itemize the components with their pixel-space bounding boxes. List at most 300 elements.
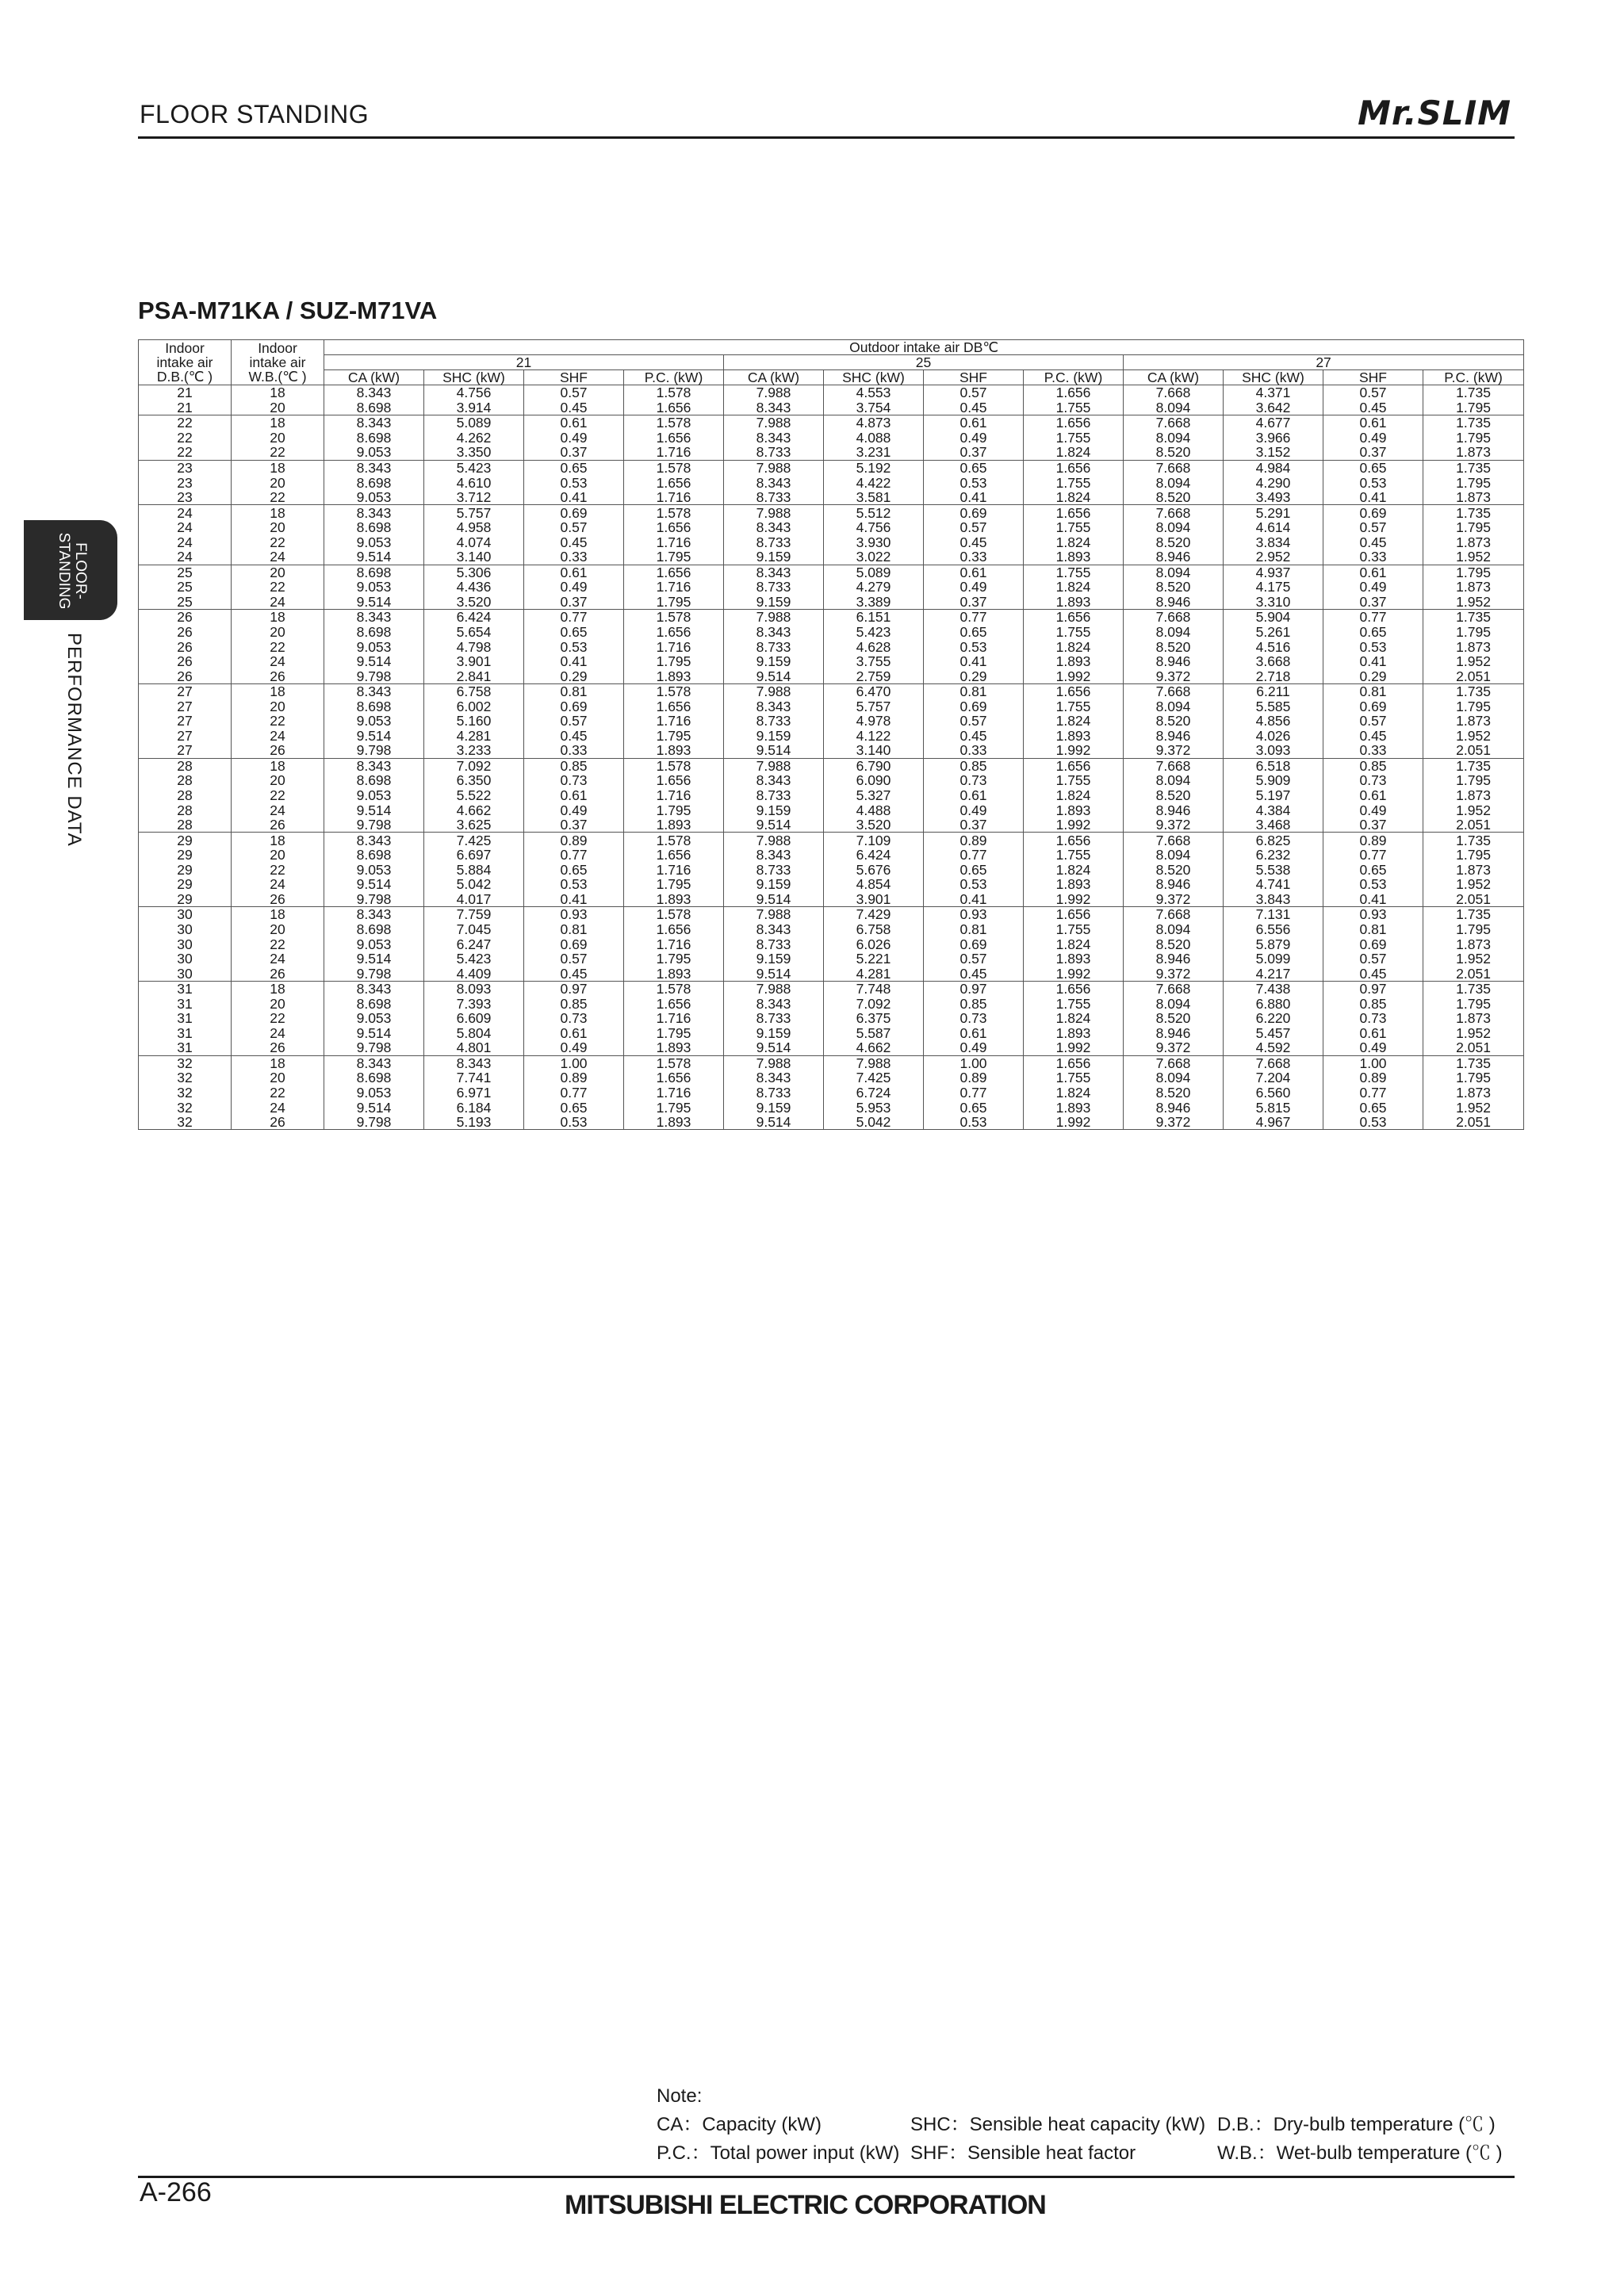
- table-cell: 0.57: [524, 385, 624, 400]
- table-cell: 4.281: [424, 729, 524, 744]
- table-cell: 3.350: [424, 445, 524, 460]
- table-cell: 1.656: [624, 625, 724, 640]
- table-cell: 5.261: [1224, 625, 1323, 640]
- table-cell: 1.873: [1423, 714, 1524, 729]
- table-cell: 8.343: [724, 431, 824, 446]
- table-cell: 9.372: [1124, 817, 1224, 833]
- table-cell: 5.306: [424, 565, 524, 580]
- table-cell: 9.159: [724, 877, 824, 892]
- table-cell: 9.514: [324, 1100, 424, 1115]
- table-cell: 9.159: [724, 802, 824, 817]
- table-cell: 1.873: [1423, 863, 1524, 878]
- table-cell: 8.094: [1124, 625, 1224, 640]
- table-cell: 0.57: [924, 385, 1024, 400]
- table-cell: 3.233: [424, 743, 524, 758]
- table-cell: 6.151: [824, 610, 924, 625]
- table-cell: 9.053: [324, 580, 424, 595]
- table-cell: 22: [232, 580, 324, 595]
- table-cell: 8.698: [324, 565, 424, 580]
- header-outdoor: Outdoor intake air DB℃: [324, 340, 1524, 355]
- table-cell: 7.429: [824, 907, 924, 922]
- table-cell: 8.343: [724, 400, 824, 415]
- table-cell: 9.053: [324, 639, 424, 654]
- table-cell: 9.514: [724, 966, 824, 981]
- table-cell: 3.310: [1224, 595, 1323, 610]
- table-cell: 0.53: [924, 475, 1024, 490]
- table-cell: 9.514: [324, 951, 424, 967]
- table-cell: 1.795: [1423, 773, 1524, 788]
- table-cell: 1.795: [624, 729, 724, 744]
- table-cell: 9.798: [324, 892, 424, 907]
- table-cell: 1.795: [624, 802, 724, 817]
- table-cell: 1.795: [1423, 996, 1524, 1011]
- page-number: A-266: [140, 2177, 212, 2207]
- table-cell: 9.372: [1124, 966, 1224, 981]
- table-row: [139, 1115, 1524, 1130]
- table-cell: 8.343: [324, 758, 424, 773]
- table-cell: 1.952: [1423, 595, 1524, 610]
- table-cell: 6.002: [424, 699, 524, 714]
- table-cell: 0.77: [1323, 610, 1423, 625]
- table-cell: 9.514: [324, 877, 424, 892]
- table-cell: 27: [139, 743, 232, 758]
- table-cell: 0.29: [924, 668, 1024, 683]
- table-cell: 0.89: [924, 1070, 1024, 1085]
- table-cell: 8.698: [324, 475, 424, 490]
- table-cell: 0.57: [1323, 714, 1423, 729]
- table-cell: 1.656: [1024, 981, 1124, 996]
- table-cell: 1.755: [1024, 922, 1124, 937]
- table-cell: 1.873: [1423, 445, 1524, 460]
- table-cell: 2.051: [1423, 966, 1524, 981]
- table-cell: 1.893: [1024, 951, 1124, 967]
- table-cell: 4.488: [824, 802, 924, 817]
- table-cell: 1.873: [1423, 534, 1524, 549]
- header-subcol: SHC (kW): [424, 370, 524, 385]
- table-cell: 4.017: [424, 892, 524, 907]
- table-cell: 0.49: [524, 431, 624, 446]
- table-cell: 20: [232, 431, 324, 446]
- table-cell: 4.384: [1224, 802, 1323, 817]
- table-cell: 4.798: [424, 639, 524, 654]
- table-row: [139, 520, 1524, 535]
- table-cell: 0.45: [924, 534, 1024, 549]
- table-cell: 0.69: [1323, 936, 1423, 951]
- table-cell: 7.425: [824, 1070, 924, 1085]
- table-cell: 0.41: [924, 490, 1024, 505]
- table-cell: 4.279: [824, 580, 924, 595]
- table-cell: 8.946: [1124, 1026, 1224, 1041]
- table-cell: 1.893: [1024, 549, 1124, 565]
- table-cell: 0.53: [1323, 1115, 1423, 1130]
- table-cell: 8.733: [724, 1085, 824, 1101]
- header-outdoor-temp: 25: [724, 355, 1124, 370]
- table-cell: 1.992: [1024, 1115, 1124, 1130]
- header-subcol: CA (kW): [324, 370, 424, 385]
- table-cell: 7.988: [724, 385, 824, 400]
- table-cell: 8.733: [724, 580, 824, 595]
- table-cell: 25: [139, 595, 232, 610]
- table-cell: 7.438: [1224, 981, 1323, 996]
- table-cell: 7.045: [424, 922, 524, 937]
- table-cell: 9.514: [324, 729, 424, 744]
- table-cell: 4.610: [424, 475, 524, 490]
- table-cell: 1.656: [624, 400, 724, 415]
- table-row: [139, 610, 1524, 625]
- table-cell: 22: [232, 863, 324, 878]
- table-cell: 9.053: [324, 1085, 424, 1101]
- table-row: [139, 385, 1524, 400]
- table-cell: 3.520: [424, 595, 524, 610]
- table-cell: 8.698: [324, 996, 424, 1011]
- table-cell: 3.625: [424, 817, 524, 833]
- table-cell: 3.901: [824, 892, 924, 907]
- table-cell: 18: [232, 981, 324, 996]
- table-cell: 0.65: [1323, 863, 1423, 878]
- table-cell: 1.992: [1024, 668, 1124, 683]
- table-cell: 5.909: [1224, 773, 1323, 788]
- table-cell: 0.73: [924, 773, 1024, 788]
- table-cell: 1.578: [624, 1055, 724, 1070]
- table-cell: 0.57: [524, 714, 624, 729]
- table-cell: 8.698: [324, 400, 424, 415]
- table-cell: 4.553: [824, 385, 924, 400]
- table-cell: 8.733: [724, 639, 824, 654]
- table-cell: 6.232: [1224, 848, 1323, 863]
- table-cell: 5.457: [1224, 1026, 1323, 1041]
- table-cell: 23: [139, 460, 232, 475]
- table-cell: 1.873: [1423, 936, 1524, 951]
- table-cell: 1.735: [1423, 460, 1524, 475]
- table-cell: 4.978: [824, 714, 924, 729]
- table-cell: 1.656: [624, 431, 724, 446]
- table-cell: 1.735: [1423, 683, 1524, 699]
- table-cell: 0.61: [924, 415, 1024, 431]
- table-cell: 0.93: [524, 907, 624, 922]
- table-cell: 0.41: [524, 892, 624, 907]
- table-cell: 5.193: [424, 1115, 524, 1130]
- table-cell: 4.662: [424, 802, 524, 817]
- table-cell: 6.971: [424, 1085, 524, 1101]
- table-cell: 2.051: [1423, 1040, 1524, 1055]
- table-row: [139, 549, 1524, 565]
- table-cell: 5.512: [824, 505, 924, 520]
- table-cell: 0.61: [1323, 565, 1423, 580]
- table-cell: 1.578: [624, 610, 724, 625]
- table-cell: 5.042: [424, 877, 524, 892]
- table-cell: 0.53: [524, 1115, 624, 1130]
- table-cell: 9.372: [1124, 1040, 1224, 1055]
- table-cell: 1.656: [1024, 460, 1124, 475]
- performance-table: [138, 339, 1524, 1130]
- table-cell: 8.094: [1124, 922, 1224, 937]
- table-cell: 1.656: [624, 520, 724, 535]
- table-cell: 0.81: [524, 922, 624, 937]
- table-cell: 1.795: [1423, 625, 1524, 640]
- table-cell: 0.85: [924, 996, 1024, 1011]
- table-cell: 3.754: [824, 400, 924, 415]
- table-cell: 1.716: [624, 714, 724, 729]
- table-cell: 7.668: [1124, 385, 1224, 400]
- table-cell: 0.33: [524, 743, 624, 758]
- table-cell: 6.470: [824, 683, 924, 699]
- table-cell: 5.757: [424, 505, 524, 520]
- table-cell: 1.824: [1024, 788, 1124, 803]
- table-row: [139, 996, 1524, 1011]
- table-cell: 22: [232, 714, 324, 729]
- table-cell: 30: [139, 951, 232, 967]
- table-cell: 1.716: [624, 445, 724, 460]
- table-cell: 9.372: [1124, 743, 1224, 758]
- table-cell: 9.159: [724, 654, 824, 669]
- header-indoor-db: Indoor intake air D.B.(℃ ): [139, 340, 232, 385]
- table-cell: 5.042: [824, 1115, 924, 1130]
- table-cell: 4.741: [1224, 877, 1323, 892]
- table-cell: 9.514: [724, 743, 824, 758]
- table-row: [139, 951, 1524, 967]
- table-cell: 1.755: [1024, 475, 1124, 490]
- table-cell: 1.873: [1423, 639, 1524, 654]
- table-cell: 1.716: [624, 936, 724, 951]
- table-cell: 3.834: [1224, 534, 1323, 549]
- table-cell: 5.585: [1224, 699, 1323, 714]
- table-cell: 4.516: [1224, 639, 1323, 654]
- table-cell: 18: [232, 415, 324, 431]
- table-cell: 7.988: [724, 758, 824, 773]
- table-cell: 1.795: [624, 1100, 724, 1115]
- table-cell: 1.656: [1024, 1055, 1124, 1070]
- table-cell: 1.656: [624, 773, 724, 788]
- table-cell: 1.578: [624, 683, 724, 699]
- table-cell: 32: [139, 1085, 232, 1101]
- table-cell: 8.343: [724, 520, 824, 535]
- table-cell: 22: [232, 490, 324, 505]
- table-cell: 5.089: [824, 565, 924, 580]
- table-cell: 18: [232, 1055, 324, 1070]
- table-cell: 0.77: [524, 610, 624, 625]
- table-cell: 8.520: [1124, 1011, 1224, 1026]
- table-cell: 0.29: [1323, 668, 1423, 683]
- table-cell: 1.735: [1423, 758, 1524, 773]
- table-cell: 8.520: [1124, 534, 1224, 549]
- table-cell: 24: [232, 1100, 324, 1115]
- table-cell: 18: [232, 907, 324, 922]
- table-cell: 4.217: [1224, 966, 1323, 981]
- table-cell: 9.053: [324, 1011, 424, 1026]
- table-cell: 9.159: [724, 729, 824, 744]
- table-row: [139, 758, 1524, 773]
- header-subcol: P.C. (kW): [1024, 370, 1124, 385]
- table-cell: 26: [139, 625, 232, 640]
- table-cell: 5.423: [824, 625, 924, 640]
- table-cell: 31: [139, 996, 232, 1011]
- table-cell: 1.656: [1024, 758, 1124, 773]
- table-cell: 4.984: [1224, 460, 1323, 475]
- table-row: [139, 848, 1524, 863]
- table-cell: 18: [232, 385, 324, 400]
- table-cell: 8.733: [724, 788, 824, 803]
- table-cell: 1.952: [1423, 549, 1524, 565]
- header-outdoor-temp: 27: [1124, 355, 1524, 370]
- table-cell: 24: [232, 1026, 324, 1041]
- table-row: [139, 683, 1524, 699]
- company-name: MITSUBISHI ELECTRIC CORPORATION: [565, 2190, 1046, 2220]
- table-cell: 8.698: [324, 1070, 424, 1085]
- table-row: [139, 833, 1524, 848]
- table-cell: 0.49: [924, 802, 1024, 817]
- table-cell: 5.192: [824, 460, 924, 475]
- table-cell: 0.89: [1323, 1070, 1423, 1085]
- table-cell: 9.372: [1124, 1115, 1224, 1130]
- table-cell: 1.824: [1024, 936, 1124, 951]
- table-cell: 0.53: [924, 877, 1024, 892]
- table-cell: 1.755: [1024, 520, 1124, 535]
- table-cell: 5.522: [424, 788, 524, 803]
- table-cell: 0.77: [524, 848, 624, 863]
- table-cell: 1.824: [1024, 1011, 1124, 1026]
- table-row: [139, 922, 1524, 937]
- table-cell: 1.656: [624, 922, 724, 937]
- table-cell: 1.578: [624, 385, 724, 400]
- table-cell: 0.37: [924, 445, 1024, 460]
- table-cell: 2.759: [824, 668, 924, 683]
- table-cell: 31: [139, 1026, 232, 1041]
- table-cell: 7.988: [824, 1055, 924, 1070]
- table-cell: 26: [139, 610, 232, 625]
- table-cell: 8.343: [324, 1055, 424, 1070]
- table-cell: 0.37: [524, 817, 624, 833]
- table-cell: 0.97: [1323, 981, 1423, 996]
- table-cell: 7.748: [824, 981, 924, 996]
- table-cell: 1.893: [1024, 802, 1124, 817]
- table-cell: 0.33: [524, 549, 624, 565]
- table-cell: 1.893: [1024, 595, 1124, 610]
- table-cell: 4.856: [1224, 714, 1323, 729]
- table-cell: 9.514: [324, 802, 424, 817]
- table-cell: 24: [232, 951, 324, 967]
- table-cell: 8.698: [324, 848, 424, 863]
- table-cell: 1.716: [624, 580, 724, 595]
- table-cell: 5.757: [824, 699, 924, 714]
- table-cell: 1.716: [624, 1085, 724, 1101]
- table-cell: 1.716: [624, 639, 724, 654]
- table-cell: 30: [139, 966, 232, 981]
- table-cell: 7.092: [424, 758, 524, 773]
- table-cell: 20: [232, 773, 324, 788]
- table-cell: 5.587: [824, 1026, 924, 1041]
- table-cell: 1.578: [624, 981, 724, 996]
- table-cell: 8.946: [1124, 1100, 1224, 1115]
- table-cell: 8.698: [324, 699, 424, 714]
- table-cell: 18: [232, 460, 324, 475]
- table-cell: 1.873: [1423, 1011, 1524, 1026]
- section-title: FLOOR STANDING: [140, 100, 370, 128]
- table-row: [139, 1011, 1524, 1026]
- table-cell: 9.798: [324, 668, 424, 683]
- table-cell: 7.988: [724, 907, 824, 922]
- table-cell: 27: [139, 699, 232, 714]
- table-cell: 7.668: [1124, 833, 1224, 848]
- note-ca: CA：Capacity (kW): [657, 2114, 822, 2135]
- table-cell: 0.89: [524, 833, 624, 848]
- table-cell: 0.29: [524, 668, 624, 683]
- table-cell: 6.697: [424, 848, 524, 863]
- table-cell: 1.992: [1024, 892, 1124, 907]
- table-cell: 1.716: [624, 863, 724, 878]
- table-cell: 8.093: [424, 981, 524, 996]
- performance-table-body: [139, 385, 1524, 1130]
- header-subcol: SHC (kW): [1224, 370, 1323, 385]
- table-cell: 8.733: [724, 445, 824, 460]
- table-cell: 21: [139, 400, 232, 415]
- table-cell: 2.051: [1423, 743, 1524, 758]
- table-cell: 0.65: [924, 863, 1024, 878]
- note-db: D.B.：Dry-bulb temperature (℃ ): [1217, 2114, 1496, 2135]
- table-cell: 1.656: [1024, 683, 1124, 699]
- table-cell: 0.61: [524, 1026, 624, 1041]
- table-cell: 0.65: [924, 625, 1024, 640]
- table-cell: 18: [232, 505, 324, 520]
- table-row: [139, 595, 1524, 610]
- table-cell: 26: [232, 892, 324, 907]
- table-cell: 5.884: [424, 863, 524, 878]
- table-cell: 9.798: [324, 966, 424, 981]
- table-cell: 25: [139, 565, 232, 580]
- table-cell: 6.424: [824, 848, 924, 863]
- table-cell: 29: [139, 863, 232, 878]
- table-cell: 20: [232, 1070, 324, 1085]
- table-cell: 7.668: [1124, 460, 1224, 475]
- table-row: [139, 743, 1524, 758]
- table-cell: 9.159: [724, 595, 824, 610]
- table-cell: 1.893: [1024, 729, 1124, 744]
- table-cell: 9.053: [324, 445, 424, 460]
- table-cell: 8.343: [724, 848, 824, 863]
- table-cell: 1.578: [624, 907, 724, 922]
- table-cell: 1.00: [524, 1055, 624, 1070]
- table-cell: 0.45: [924, 966, 1024, 981]
- table-cell: 8.698: [324, 922, 424, 937]
- table-cell: 1.735: [1423, 907, 1524, 922]
- table-cell: 30: [139, 907, 232, 922]
- table-cell: 18: [232, 833, 324, 848]
- table-cell: 18: [232, 683, 324, 699]
- table-cell: 0.69: [924, 936, 1024, 951]
- table-cell: 8.946: [1124, 729, 1224, 744]
- table-row: [139, 1070, 1524, 1085]
- table-cell: 7.668: [1124, 683, 1224, 699]
- table-cell: 0.81: [524, 683, 624, 699]
- table-cell: 0.41: [524, 654, 624, 669]
- table-cell: 4.281: [824, 966, 924, 981]
- table-cell: 1.795: [1423, 475, 1524, 490]
- table-cell: 26: [139, 654, 232, 669]
- table-cell: 1.893: [624, 668, 724, 683]
- table-cell: 1.656: [624, 699, 724, 714]
- table-cell: 5.291: [1224, 505, 1323, 520]
- table-cell: 0.37: [924, 595, 1024, 610]
- table-cell: 24: [139, 549, 232, 565]
- table-cell: 8.094: [1124, 996, 1224, 1011]
- table-cell: 1.656: [624, 565, 724, 580]
- header-subcol: SHC (kW): [824, 370, 924, 385]
- table-cell: 9.159: [724, 1026, 824, 1041]
- table-cell: 22: [232, 1011, 324, 1026]
- table-cell: 7.204: [1224, 1070, 1323, 1085]
- table-cell: 7.668: [1124, 758, 1224, 773]
- table-cell: 0.73: [1323, 1011, 1423, 1026]
- table-cell: 22: [139, 415, 232, 431]
